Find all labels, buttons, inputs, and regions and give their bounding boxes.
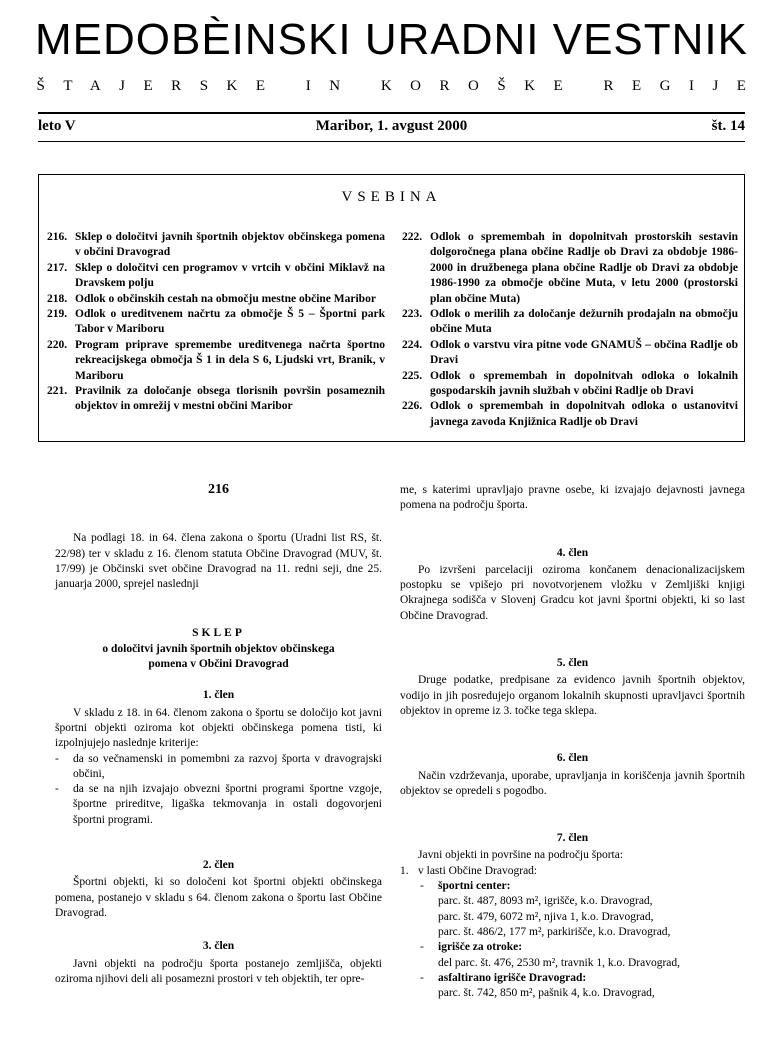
toc-item-number: 217. xyxy=(47,261,68,274)
toc-item-number: 222. xyxy=(402,231,423,243)
clen-1-bullet: da so večnamenski in pomembni za razvoj športa v dravograjski občini, xyxy=(73,752,382,780)
toc-item-title: Pravilnik za določanje obsega tlorisnih površin posameznih objektov in omrežij v mestni občini Maribor xyxy=(75,385,385,413)
toc-item[interactable] xyxy=(402,307,738,338)
issue-line xyxy=(38,118,745,138)
clen-3-text: Javni objekti na področju športa postanejo zemljišča, objekti oziroma njihovi deli ali posamezni prostori v teh objektih, ter opre- xyxy=(55,957,382,985)
clen-7-group-2: igrišče za otroke: xyxy=(438,941,523,954)
clen-1-text: V skladu z 18. in 64. členom zakona o športu se določijo kot javni športni objekti oziroma kot objekti občinskega pomena tisti, ki izpolnjujejo naslednje kriterije: xyxy=(55,706,382,750)
list-item: - igrišče za otroke: xyxy=(400,940,745,955)
toc-item-number: 221. xyxy=(47,385,68,398)
gazette-title: MEDOBÈINSKI URADNI VESTNIK xyxy=(34,15,748,64)
clen-7-level1: v lasti Občine Dravograd: xyxy=(418,864,538,877)
toc-item[interactable] xyxy=(47,292,385,307)
toc-item-title: Odlok o varstvu vira pitne vode GNAMUŠ – občina Radlje ob Dravi xyxy=(430,338,738,367)
intro-paragraph: Na podlagi 18. in 64. člena zakona o športu (Uradni list RS, št. 22/98) ter v skladu z 16. členom statuta Občine Dravograd (MUV, št. 17/99) je Občinski svet občine Dravograd na 11. redni seji, dne 25. januarja 2000, sprejel naslednji xyxy=(55,532,382,591)
clen-7-heading: 7. člen xyxy=(556,832,589,845)
toc-item[interactable] xyxy=(402,369,738,400)
toc-item[interactable] xyxy=(402,338,738,369)
parcel-line: parc. št. 742, 850 m², pašnik 4, k.o. Dravograd, xyxy=(438,987,655,1000)
issue-year: leto V xyxy=(38,118,76,134)
toc-title: VSEBINA xyxy=(341,189,442,205)
clen-4-heading: 4. člen xyxy=(556,546,589,559)
article-number: 216 xyxy=(208,482,229,497)
toc-item-title: Sklep o določitvi cen programov v vrtcih v občini Miklavž na Dravskem polju xyxy=(75,261,385,290)
header-rule-bottom xyxy=(38,141,745,142)
toc-item[interactable] xyxy=(47,384,385,415)
sklep-subtitle-1: o določitvi javnih športnih objektov občinskega xyxy=(102,642,335,655)
toc-item-title: Sklep o določitvi javnih športnih objektov občinskega pomena v občini Dravograd xyxy=(75,231,385,259)
list-item: - športni center: xyxy=(400,879,745,894)
clen-6-text: Način vzdrževanja, uporabe, upravljanja in koriščenja javnih športnih objektov se opredeli s pogodbo. xyxy=(400,769,745,797)
clen-5-heading: 5. člen xyxy=(556,657,589,670)
clen-3-continuation: me, s katerimi upravljajo pravne osebe, ki izvajajo dejavnosti javnega pomena na področju športa. xyxy=(400,484,745,512)
table-of-contents xyxy=(38,174,745,442)
clen-4-text: Po izvršeni parcelaciji oziroma končanem denacionalizacijskem postopku se vpišejo pri novotvorjenem vložku v Zemljiški knjigi Okrajnega sodišča v Slovenj Gradcu kot javni športni objekti, ki so last Občine Dravograd. xyxy=(400,563,745,622)
toc-item-number: 220. xyxy=(47,338,68,351)
toc-item[interactable] xyxy=(47,230,385,261)
toc-item-title: Odlok o spremembah in dopolnitvah odloka o ustanovitvi javnega zavoda Knjižnica Radlje ob Dravi xyxy=(430,400,738,428)
list-item: - asfaltirano igrišče Dravograd: xyxy=(400,971,745,986)
clen-1-bullet: da se na njih izvajajo obvezni športni programi športne vzgoje, športne prireditve, ligaška tekmovanja in ostali dogovorjeni športni programi. xyxy=(73,783,382,826)
toc-item-title: Odlok o spremembah in dopolnitvah prostorskih sestavin dolgoročnega plana občine Radlje ob Dravi za obdobje 1986-2000 in družbenega plana občine Radlje ob Dravi za obdobje 1986-1990 za območje občine Muta, v letu 2000 (prostorski plan občine Muta) xyxy=(430,231,738,305)
toc-item[interactable] xyxy=(47,338,385,384)
list-item: 1. v lasti Občine Dravograd: xyxy=(400,864,745,879)
toc-right-column xyxy=(402,230,738,430)
toc-item-number: 224. xyxy=(402,338,423,351)
toc-item[interactable] xyxy=(47,261,385,292)
toc-item-number: 219. xyxy=(47,308,68,321)
clen-1-heading: 1. člen xyxy=(202,689,235,702)
clen-7-group-3: asfaltirano igrišče Dravograd: xyxy=(438,971,587,984)
sklep-subtitle-2: pomena v Občini Dravograd xyxy=(148,658,289,671)
toc-item-number: 225. xyxy=(402,369,423,382)
body-left-column xyxy=(55,470,382,987)
toc-item-title: Odlok o spremembah in dopolnitvah odloka o lokalnih gospodarskih javnih službah v občini Radlje ob Dravi xyxy=(430,369,738,398)
clen-7-text: Javni objekti in površine na področju športa: xyxy=(418,849,624,862)
parcel-line: parc. št. 486/2, 177 m², parkirišče, k.o. Dravograd, xyxy=(438,925,671,938)
clen-5-text: Druge podatke, predpisane za evidenco javnih športnih objektov, vodijo in jih posredujejo organom lokalnih skupnosti upravljavci športnih objektov in opreme iz 3. točke tega sklepa. xyxy=(400,674,745,717)
issue-number: št. 14 xyxy=(711,118,745,134)
toc-item-title: Odlok o merilih za določanje dežurnih prodajaln na območju občine Muta xyxy=(430,308,738,336)
toc-item-number: 223. xyxy=(402,308,423,321)
masthead xyxy=(0,14,783,95)
issue-place-date: Maribor, 1. avgust 2000 xyxy=(315,118,468,134)
gazette-subtitle: ŠTAJERSKE IN KOROŠKE REGIJE xyxy=(36,78,765,94)
clen-7-group-1: športni center: xyxy=(438,880,511,893)
clen-2-heading: 2. člen xyxy=(202,859,235,872)
toc-item[interactable] xyxy=(47,307,385,338)
clen-2-text: Športni objekti, ki so določeni kot športni objekti občinskega pomena, postanejo v skladu s 64. členom zakona o športu last Občine Dravograd. xyxy=(55,876,382,919)
toc-left-column xyxy=(47,230,385,415)
clen-3-heading: 3. člen xyxy=(202,940,235,953)
toc-item[interactable] xyxy=(402,230,738,307)
toc-item-number: 216. xyxy=(47,231,68,243)
parcel-line: parc. št. 479, 6072 m², njiva 1, k.o. Dravograd, xyxy=(438,910,654,923)
toc-item-number: 226. xyxy=(402,400,423,413)
toc-item-number: 218. xyxy=(47,292,68,305)
header-rule-top xyxy=(38,112,745,114)
parcel-line: del parc. št. 476, 2530 m², travnik 1, k.o. Dravograd, xyxy=(438,956,681,969)
body-right-column xyxy=(400,483,745,1001)
toc-item-title: Odlok o ureditvenem načrtu za območje Š 5 – Športni park Tabor v Mariboru xyxy=(75,308,385,336)
toc-item[interactable] xyxy=(402,399,738,430)
list-item: - da se na njih izvajajo obvezni športni programi športne vzgoje, športne prireditve, ligaška tekmovanja in ostali dogovorjeni športni programi. xyxy=(55,782,382,828)
toc-item-title: Program priprave spremembe ureditvenega načrta športno rekreacijskega območja Š 1 in dela S 6, Ljudski vrt, Branik, v Mariboru xyxy=(75,338,385,382)
toc-item-title: Odlok o občinskih cestah na območju mestne občine Maribor xyxy=(75,292,376,305)
clen-6-heading: 6. člen xyxy=(556,752,589,765)
sklep-title: SKLEP xyxy=(192,627,245,640)
parcel-line: parc. št. 487, 8093 m², igrišče, k.o. Dravograd, xyxy=(438,895,653,908)
list-item: - da so večnamenski in pomembni za razvoj športa v dravograjski občini, xyxy=(55,752,382,783)
